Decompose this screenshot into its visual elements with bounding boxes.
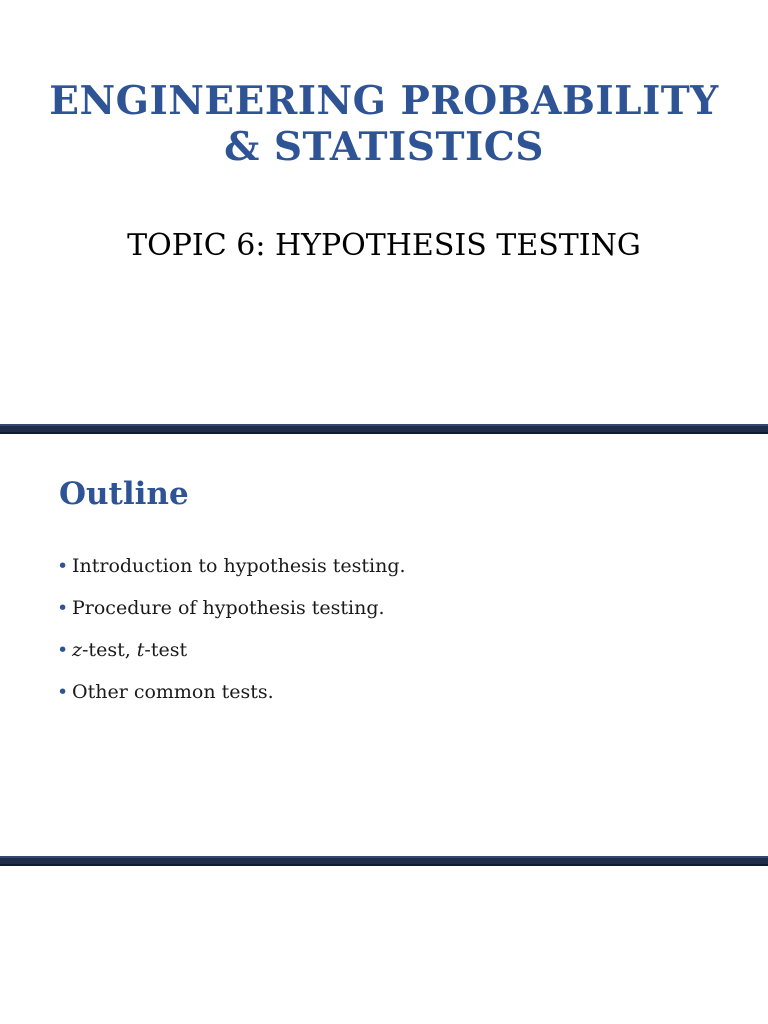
next-slide	[0, 866, 768, 1024]
topic-subtitle: TOPIC 6: HYPOTHESIS TESTING	[127, 228, 641, 263]
list-item-text: Other common tests.	[72, 681, 274, 703]
outline-heading: Outline	[59, 476, 189, 512]
list-item-text: Procedure of hypothesis testing.	[72, 597, 385, 619]
bullet-icon: •	[57, 681, 69, 703]
course-title	[0, 78, 768, 170]
course-title-line-1: ENGINEERING PROBABILITY	[49, 78, 719, 124]
list-item	[57, 554, 406, 596]
list-item	[57, 638, 406, 680]
list-item-text: Introduction to hypothesis testing.	[72, 555, 406, 577]
course-title-line-2: & STATISTICS	[224, 124, 544, 170]
bullet-icon: •	[57, 639, 69, 661]
outline-slide	[0, 434, 768, 856]
z-variable: z	[72, 639, 83, 661]
slide-divider	[0, 856, 768, 866]
list-item-text: -test	[144, 639, 188, 661]
bullet-icon: •	[57, 597, 69, 619]
t-variable: t	[136, 639, 145, 661]
title-slide	[0, 0, 768, 424]
list-item	[57, 596, 406, 638]
list-item-text: -test,	[82, 639, 137, 661]
list-item	[57, 680, 406, 722]
outline-list	[57, 554, 406, 722]
slide-divider	[0, 424, 768, 434]
bullet-icon: •	[57, 555, 69, 577]
